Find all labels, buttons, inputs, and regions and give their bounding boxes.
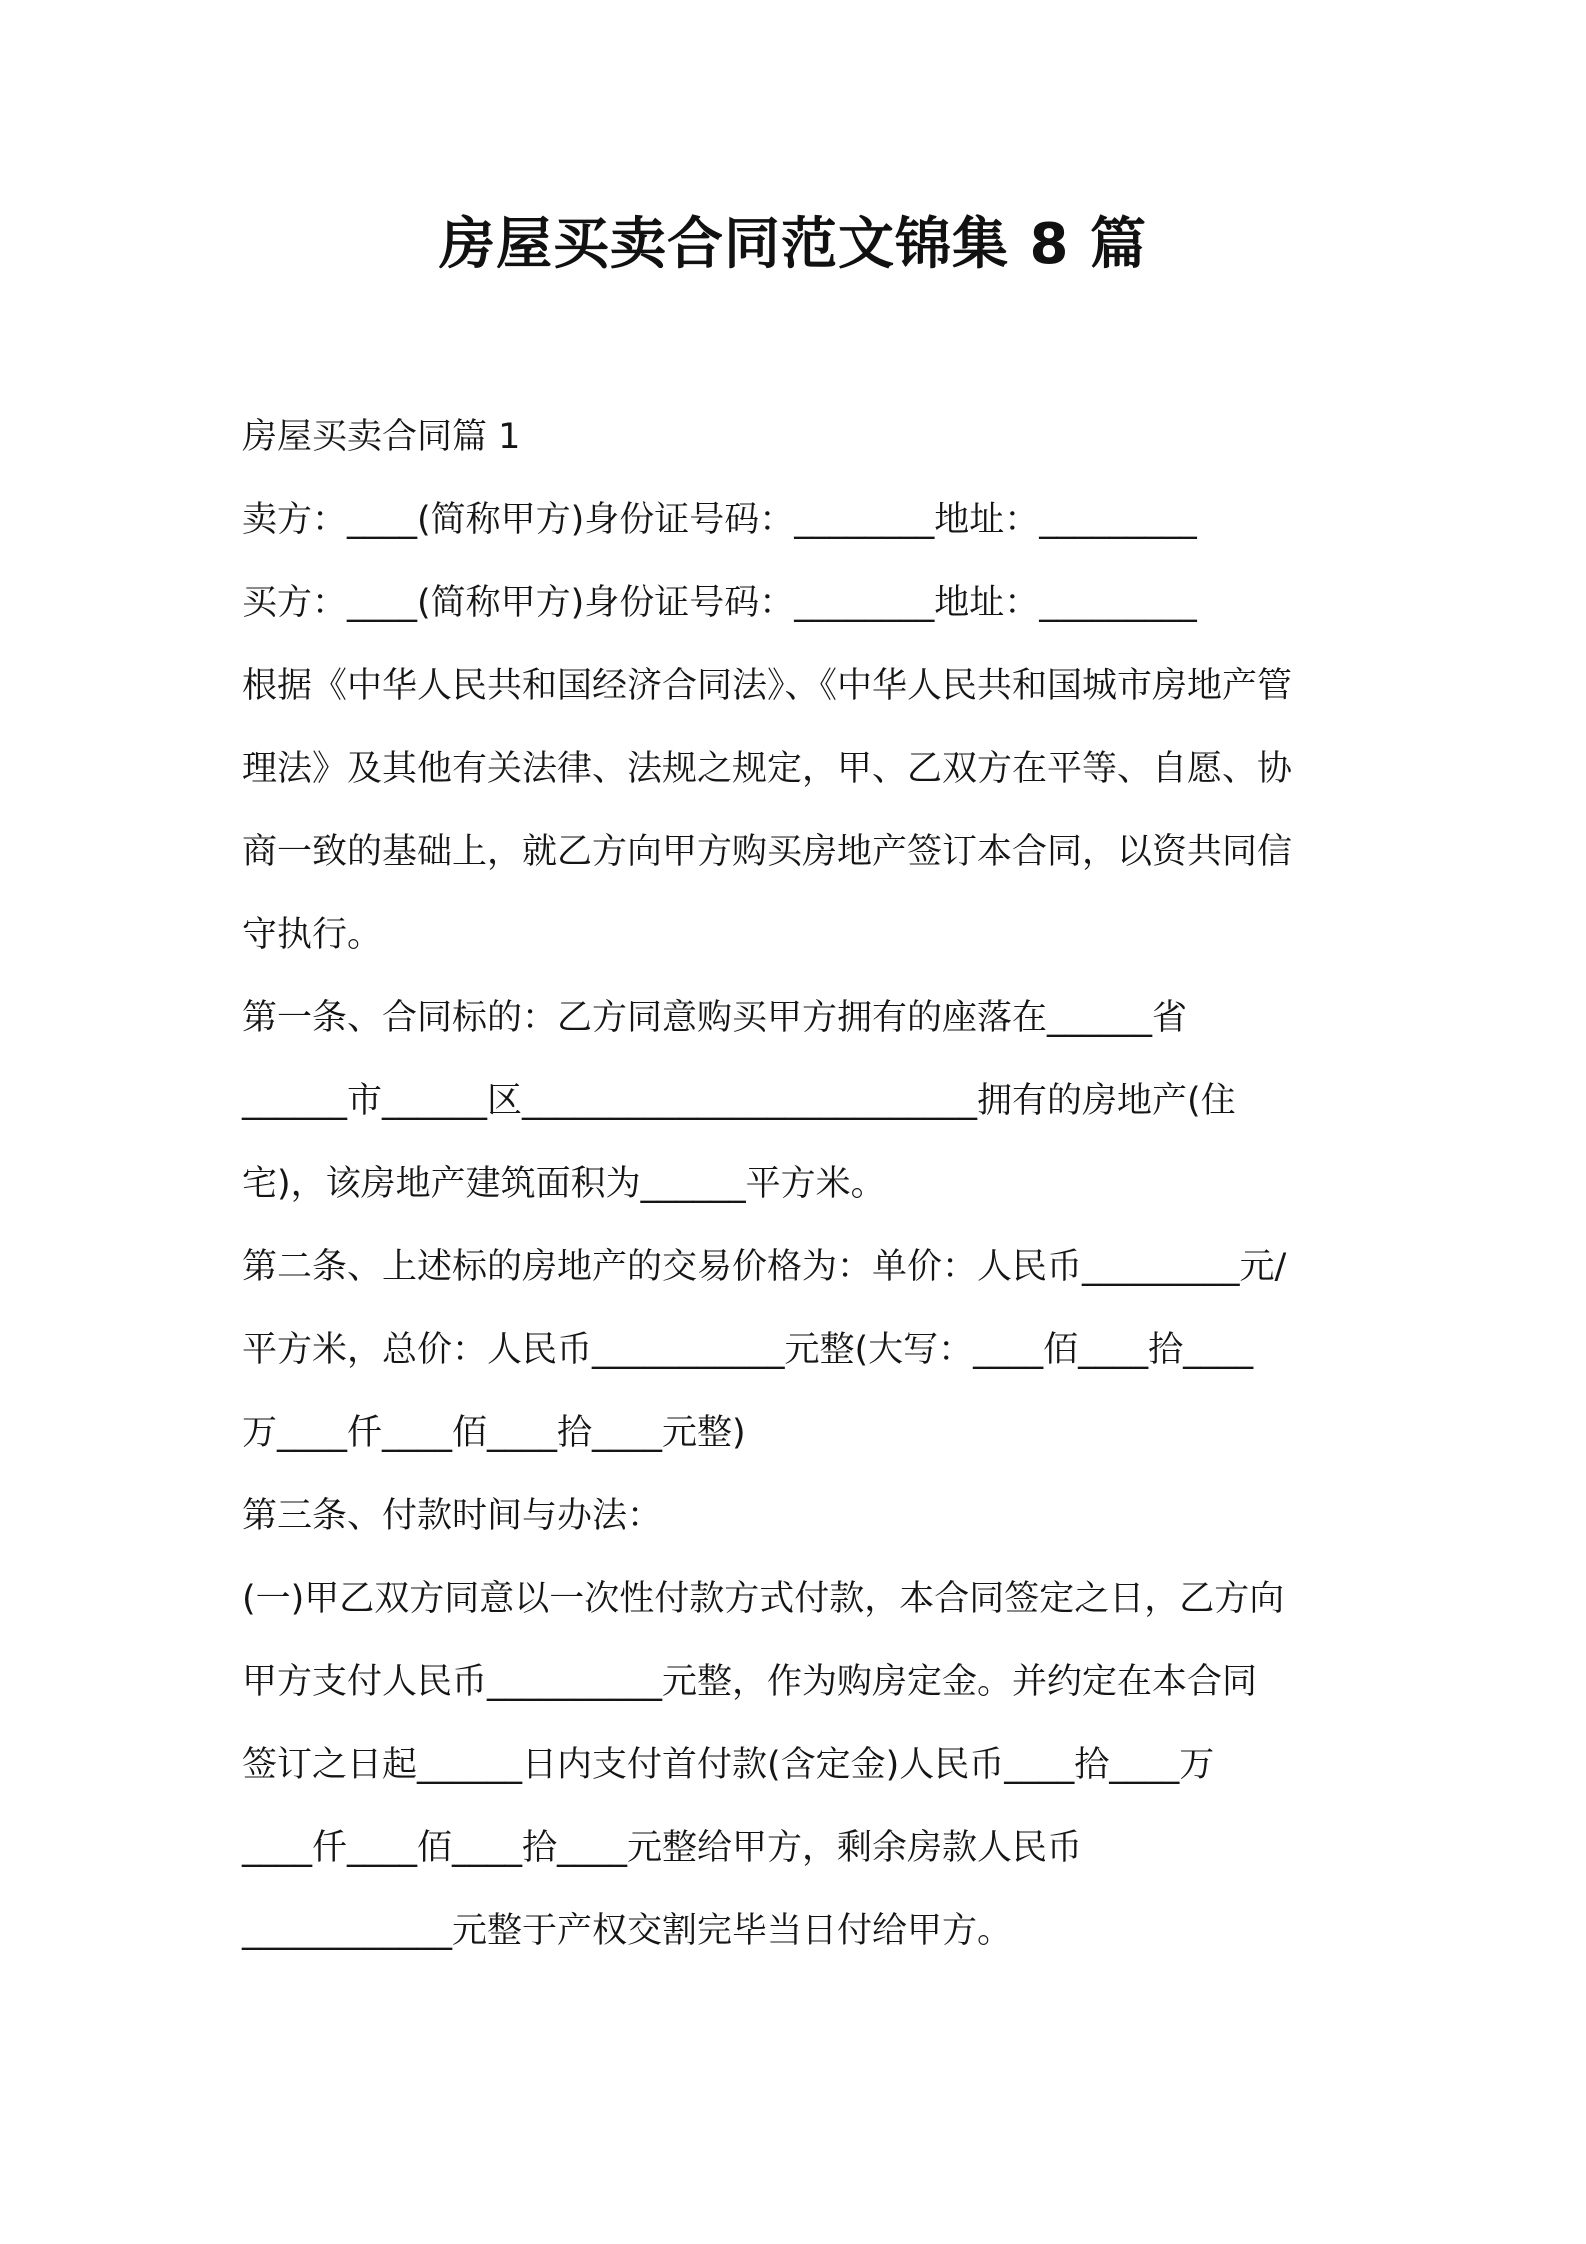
article-3-heading: 第三条、付款时间与办法： — [242, 1496, 663, 1536]
article-3-line: ____仟____佰____拾____元整给甲方，剩余房款人民币 — [242, 1828, 1083, 1868]
article-3-line: 签订之日起______日内支付首付款(含定金)人民币____拾____万 — [242, 1745, 1215, 1785]
article-2-line: 第二条、上述标的房地产的交易价格为：单价：人民币_________元/ — [242, 1247, 1287, 1287]
article-1-line: 第一条、合同标的：乙方同意购买甲方拥有的座落在______省 — [242, 998, 1188, 1038]
article-1-line: ______市______区__________________________拥有的房地产(住 — [242, 1081, 1236, 1121]
section-heading: 房屋买卖合同篇 1 — [242, 417, 521, 457]
paragraph-line: 商一致的基础上，就乙方向甲方购买房地产签订本合同，以资共同信 — [242, 832, 1293, 872]
buyer-line: 买方：____(简称甲方)身份证号码：________地址：_________ — [242, 583, 1197, 623]
article-3-line: ____________元整于产权交割完毕当日付给甲方。 — [242, 1911, 1013, 1951]
article-3-line: 甲方支付人民币__________元整，作为购房定金。并约定在本合同 — [242, 1662, 1258, 1702]
article-2-line: 平方米，总价：人民币___________元整(大写：____佰____拾____ — [242, 1330, 1254, 1370]
article-3-line: (一)甲乙双方同意以一次性付款方式付款，本合同签定之日，乙方向 — [242, 1579, 1285, 1619]
article-2-line: 万____仟____佰____拾____元整) — [242, 1413, 746, 1453]
article-1-line: 宅)，该房地产建筑面积为______平方米。 — [242, 1164, 886, 1204]
paragraph-line: 根据《中华人民共和国经济合同法》、《中华人民共和国城市房地产管 — [242, 666, 1293, 706]
paragraph-line: 守执行。 — [242, 915, 383, 955]
paragraph-line: 理法》及其他有关法律、法规之规定，甲、乙双方在平等、自愿、协 — [242, 749, 1293, 789]
seller-line: 卖方：____(简称甲方)身份证号码：________地址：_________ — [242, 500, 1197, 540]
document-title: 房屋买卖合同范文锦集 8 篇 — [439, 212, 1147, 277]
document-body — [242, 396, 1352, 1973]
